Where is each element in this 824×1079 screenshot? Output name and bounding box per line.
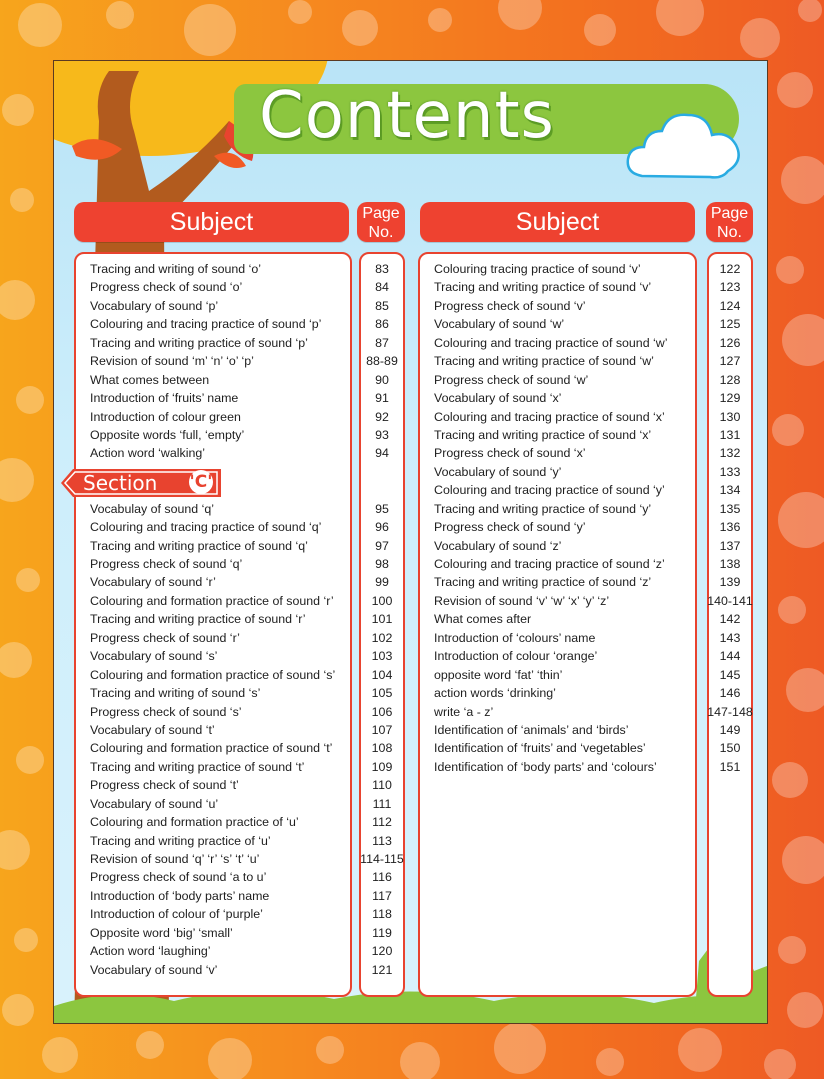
toc-entry-subject: Progress check of sound ‘q’: [90, 557, 243, 572]
toc-entry-page: 135: [719, 501, 741, 516]
toc-entry-subject: Tracing and writing practice of sound ‘w’: [434, 354, 654, 369]
toc-entry-page: 121: [371, 962, 393, 977]
toc-entry-page: 112: [372, 815, 392, 830]
section-letter: 'C': [189, 472, 213, 492]
left-subject-list: [90, 260, 355, 979]
toc-entry-page: 116: [372, 870, 392, 885]
toc-entry-subject: Introduction of colour green: [90, 409, 241, 424]
toc-entry-page: 133: [719, 464, 741, 479]
toc-entry-subject: Colouring and formation practice of sound ‘s’: [90, 667, 336, 682]
toc-entry-page: 136: [719, 520, 741, 535]
toc-entry-subject: Vocabulary of sound ‘z’: [434, 538, 562, 553]
toc-entry-page: 145: [719, 667, 741, 682]
toc-entry-subject: Identification of ‘fruits’ and ‘vegetables’: [434, 741, 646, 756]
toc-entry-subject: Progress check of sound ‘r’: [90, 630, 240, 645]
toc-entry-subject: action words ‘drinking’: [434, 686, 556, 701]
toc-entry-page: 87: [375, 335, 389, 350]
toc-entry-subject: Vocabulary of sound ‘y’: [434, 464, 562, 479]
section-c-tag: [61, 466, 221, 500]
toc-entry-page: 147-148: [707, 704, 753, 719]
toc-entry-page: 120: [371, 944, 393, 959]
toc-entry-subject: Progress check of sound ‘y’: [434, 520, 586, 535]
toc-entry-page: 84: [375, 280, 389, 295]
toc-entry-subject: Tracing and writing practice of sound ‘x’: [434, 427, 652, 442]
toc-entry-subject: Tracing and writing practice of sound ‘q’: [90, 538, 308, 553]
toc-entry-subject: Progress check of sound ‘a to u’: [90, 870, 267, 885]
toc-entry-subject: Vocabulary of sound ‘r’: [90, 575, 216, 590]
toc-entry-subject: Tracing and writing practice of sound ‘z’: [434, 575, 652, 590]
toc-entry-page: 140-141: [707, 593, 753, 608]
toc-entry-subject: Vocabulay of sound ‘q’: [90, 501, 214, 516]
toc-entry-page: 98: [375, 557, 389, 572]
toc-entry-subject: Action word ‘laughing’: [90, 944, 211, 959]
toc-entry-page: 95: [375, 501, 389, 516]
toc-entry-subject: Revision of sound ‘m’ ‘n’ ‘o’ ‘p’: [90, 354, 254, 369]
toc-entry-page: 151: [719, 759, 741, 774]
toc-entry-page: 117: [372, 888, 392, 903]
toc-entry-page: 91: [375, 391, 389, 406]
toc-entry-subject: Tracing and writing practice of sound ‘y’: [434, 501, 652, 516]
toc-entry-subject: opposite word ‘fat’ ‘thin’: [434, 667, 563, 682]
toc-entry-page: 127: [719, 354, 741, 369]
page-header-line1: Page: [362, 205, 400, 222]
toc-entry-page: 118: [372, 907, 392, 922]
toc-entry-subject: Revision of sound ‘q’ ‘r’ ‘s’ ‘t’ ‘u’: [90, 852, 260, 867]
toc-entry-subject: Introduction of colour ‘orange’: [434, 649, 598, 664]
toc-entry-page: 134: [719, 483, 741, 498]
toc-entry-subject: Tracing and writing practice of ‘u’: [90, 833, 271, 848]
toc-entry-subject: Opposite words ‘full, ‘empty’: [90, 427, 245, 442]
toc-entry-page: 101: [371, 612, 393, 627]
toc-entry-subject: Tracing and writing practice of sound ‘r’: [90, 612, 306, 627]
toc-entry-page: 130: [719, 409, 741, 424]
toc-entry-subject: Identification of ‘body parts’ and ‘colours’: [434, 759, 657, 774]
toc-entry-page: 102: [371, 630, 393, 645]
toc-entry-subject: write ‘a - z’: [434, 704, 494, 719]
toc-entry-page: 106: [371, 704, 393, 719]
toc-entry-subject: Identification of ‘animals’ and ‘birds’: [434, 722, 629, 737]
toc-entry-subject: Opposite word ‘big’ ‘small’: [90, 925, 233, 940]
toc-entry-page: 139: [719, 575, 741, 590]
toc-entry-subject: Progress check of sound ‘t’: [90, 778, 239, 793]
toc-entry-subject: Tracing and writing practice of sound ‘v’: [434, 280, 652, 295]
toc-entry-page: 90: [375, 372, 389, 387]
toc-entry-page: 108: [371, 741, 393, 756]
toc-entry-subject: Introduction of ‘fruits’ name: [90, 391, 239, 406]
toc-entry-subject: Progress check of sound ‘s’: [90, 704, 242, 719]
toc-entry-page: 138: [719, 557, 741, 571]
toc-entry-page: 105: [371, 686, 393, 701]
toc-entry-subject: Vocabulary of sound ‘w’: [434, 317, 565, 332]
section-spacer: [359, 463, 405, 500]
toc-entry-subject: Tracing and writing of sound ‘s’: [90, 686, 261, 701]
toc-entry-subject: Colouring and tracing practice of sound ‘q’: [90, 520, 322, 535]
toc-entry-subject: Progress check of sound ‘w’: [434, 372, 589, 387]
subject-header-right: Subject: [420, 202, 695, 242]
toc-entry-subject: Revision of sound ‘v’ ‘w’ ‘x’ ‘y’ ‘z’: [434, 593, 610, 608]
page-header-line2: No.: [717, 224, 742, 241]
toc-entry-subject: Progress check of sound ‘o’: [90, 280, 243, 295]
toc-entry-page: 97: [375, 538, 389, 553]
left-page-list: [359, 260, 405, 979]
page-no-header-left: [357, 202, 405, 242]
toc-entry-page: 96: [375, 520, 389, 535]
toc-entry-subject: Tracing and writing of sound ‘o’: [90, 262, 262, 276]
toc-entry-page: 103: [371, 649, 393, 664]
toc-entry-subject: Colouring and tracing practice of sound ‘z’: [434, 557, 665, 571]
toc-entry-page: 126: [719, 335, 741, 350]
toc-entry-page: 88-89: [366, 354, 398, 369]
contents-page: [53, 60, 768, 1024]
toc-entry-subject: Progress check of sound ‘x’: [434, 446, 586, 461]
toc-entry-subject: Colouring and formation practice of sound ‘r’: [90, 593, 334, 608]
toc-entry-subject: Introduction of colour of ‘purple’: [90, 907, 263, 922]
toc-entry-subject: Tracing and writing practice of sound ‘t’: [90, 759, 305, 774]
cloud-icon: [624, 101, 744, 186]
page-no-header-right: [706, 202, 753, 242]
toc-entry-page: 111: [372, 796, 392, 811]
toc-entry-page: 100: [371, 593, 393, 608]
toc-entry-subject: Introduction of ‘colours’ name: [434, 630, 596, 645]
toc-entry-subject: Colouring tracing practice of sound ‘v’: [434, 262, 641, 276]
toc-entry-subject: Vocabulary of sound ‘t’: [90, 722, 215, 737]
toc-entry-page: 113: [372, 833, 392, 848]
toc-entry-page: 143: [719, 630, 741, 645]
toc-entry-subject: Colouring and tracing practice of sound ‘x’: [434, 409, 665, 424]
toc-entry-page: 109: [371, 759, 393, 774]
toc-entry-page: 144: [719, 649, 741, 664]
toc-entry-page: 149: [719, 722, 741, 737]
toc-entry-page: 123: [719, 280, 741, 295]
toc-entry-page: 122: [719, 262, 741, 276]
toc-entry-page: 132: [719, 446, 741, 461]
toc-entry-page: 104: [371, 667, 393, 682]
toc-entry-page: 86: [375, 317, 389, 332]
page-header-line1: Page: [710, 205, 749, 222]
toc-entry-page: 92: [375, 409, 389, 424]
toc-entry-page: 128: [719, 372, 741, 387]
right-page-list: [707, 260, 753, 776]
toc-entry-page: 107: [371, 722, 393, 737]
page-header-line2: No.: [368, 224, 394, 241]
toc-entry-page: 131: [719, 427, 741, 442]
toc-entry-page: 119: [372, 925, 392, 940]
subject-header-left: Subject: [74, 202, 349, 242]
toc-entry-subject: Vocabulary of sound ‘v’: [90, 962, 218, 977]
page-title: Contents: [259, 79, 555, 153]
toc-entry-subject: Progress check of sound ‘v’: [434, 298, 586, 313]
toc-entry-page: 93: [375, 427, 389, 442]
toc-entry-page: 99: [375, 575, 389, 590]
toc-entry-page: 83: [375, 262, 389, 276]
toc-entry-page: 150: [719, 741, 741, 756]
toc-entry-subject: Vocabulary of sound ‘p’: [90, 298, 219, 313]
right-subject-list: [434, 260, 696, 776]
toc-entry-page: 129: [719, 391, 741, 406]
toc-entry-page: 137: [719, 538, 741, 553]
toc-entry-page: 146: [719, 686, 741, 701]
toc-entry-subject: Colouring and formation practice of sound ‘t’: [90, 741, 333, 756]
toc-entry-subject: What comes after: [434, 612, 532, 627]
toc-entry-page: 114-115: [360, 852, 404, 867]
toc-entry-subject: Introduction of ‘body parts’ name: [90, 888, 270, 903]
toc-entry-subject: Colouring and tracing practice of sound ‘w’: [434, 335, 668, 350]
toc-entry-subject: Vocabulary of sound ‘u’: [90, 796, 219, 811]
toc-entry-subject: Colouring and tracing practice of sound ‘p’: [90, 317, 322, 332]
toc-entry-page: 142: [719, 612, 741, 627]
toc-entry-page: 110: [372, 778, 392, 793]
toc-entry-subject: Vocabulary of sound ‘s’: [90, 649, 218, 664]
toc-entry-subject: Vocabulary of sound ‘x’: [434, 391, 562, 406]
toc-entry-page: 94: [375, 446, 389, 461]
toc-entry-page: 124: [719, 298, 741, 313]
toc-entry-subject: Colouring and tracing practice of sound ‘y’: [434, 483, 665, 498]
toc-entry-subject: Tracing and writing practice of sound ‘p’: [90, 335, 308, 350]
toc-entry-page: 85: [375, 298, 389, 313]
section-label: Section: [83, 471, 158, 495]
toc-entry-page: 125: [719, 317, 741, 332]
toc-entry-subject: What comes between: [90, 372, 210, 387]
toc-entry-subject: Colouring and formation practice of ‘u’: [90, 815, 299, 830]
toc-entry-subject: Action word ‘walking’: [90, 446, 206, 461]
